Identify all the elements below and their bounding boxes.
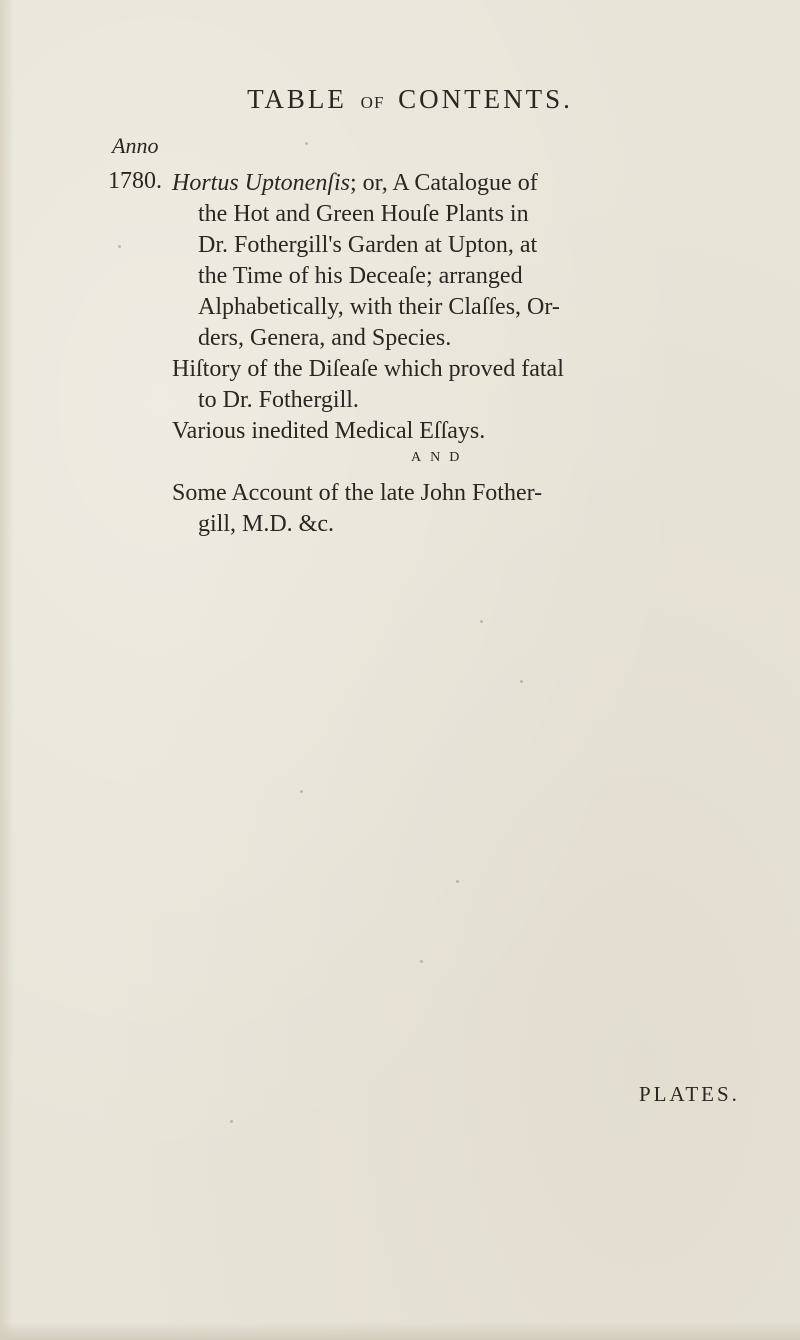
paper-speck [480, 620, 483, 623]
entry-line: gill, M.D. &c. [198, 511, 334, 537]
contents-entry-account [172, 478, 662, 540]
and-separator: AND [411, 450, 469, 465]
heading-of: OF [360, 93, 385, 112]
plates-heading: PLATES. [639, 1082, 740, 1106]
entry-first-line: Various inedited Medical Eſſays. [172, 418, 486, 444]
entry-first-line: Some Account of the late John Fother- [172, 480, 543, 506]
paper-speck [456, 880, 459, 883]
paper-speck [520, 680, 523, 683]
entry-line: Dr. Fothergill's Garden at Upton, at [198, 232, 538, 258]
margin-anno: Anno [112, 133, 159, 158]
contents-entry-history [172, 354, 662, 416]
heading-table: TABLE [247, 84, 347, 114]
entry-title: Hortus Uptonenſis [172, 170, 351, 196]
paper-speck [420, 960, 423, 963]
contents-entry-hortus [172, 168, 662, 354]
entry-first-line [172, 168, 662, 199]
page-gutter-shadow [0, 0, 14, 1340]
paper-speck [305, 142, 308, 145]
entry-line: the Hot and Green Houſe Plants in [198, 201, 529, 227]
entry-line: to Dr. Fothergill. [198, 387, 359, 413]
heading-contents: CONTENTS. [398, 84, 573, 114]
entry-title-rest: ; or, A Catalogue of [350, 170, 538, 196]
page-heading [0, 84, 800, 115]
entry-line: Alphabetically, with their Claſſes, Or- [198, 294, 560, 320]
entry-line: the Time of his Deceaſe; arranged [198, 263, 523, 289]
entry-first-line: Hiſtory of the Diſeaſe which proved fatal [172, 356, 564, 382]
entry-line: ders, Genera, and Species. [198, 325, 452, 351]
paper-speck [300, 790, 303, 793]
paper-speck [230, 1120, 233, 1123]
margin-year: 1780. [108, 168, 162, 194]
page-bottom-edge [0, 1322, 800, 1340]
contents-entry-essays [172, 416, 662, 447]
paper-speck [118, 245, 121, 248]
